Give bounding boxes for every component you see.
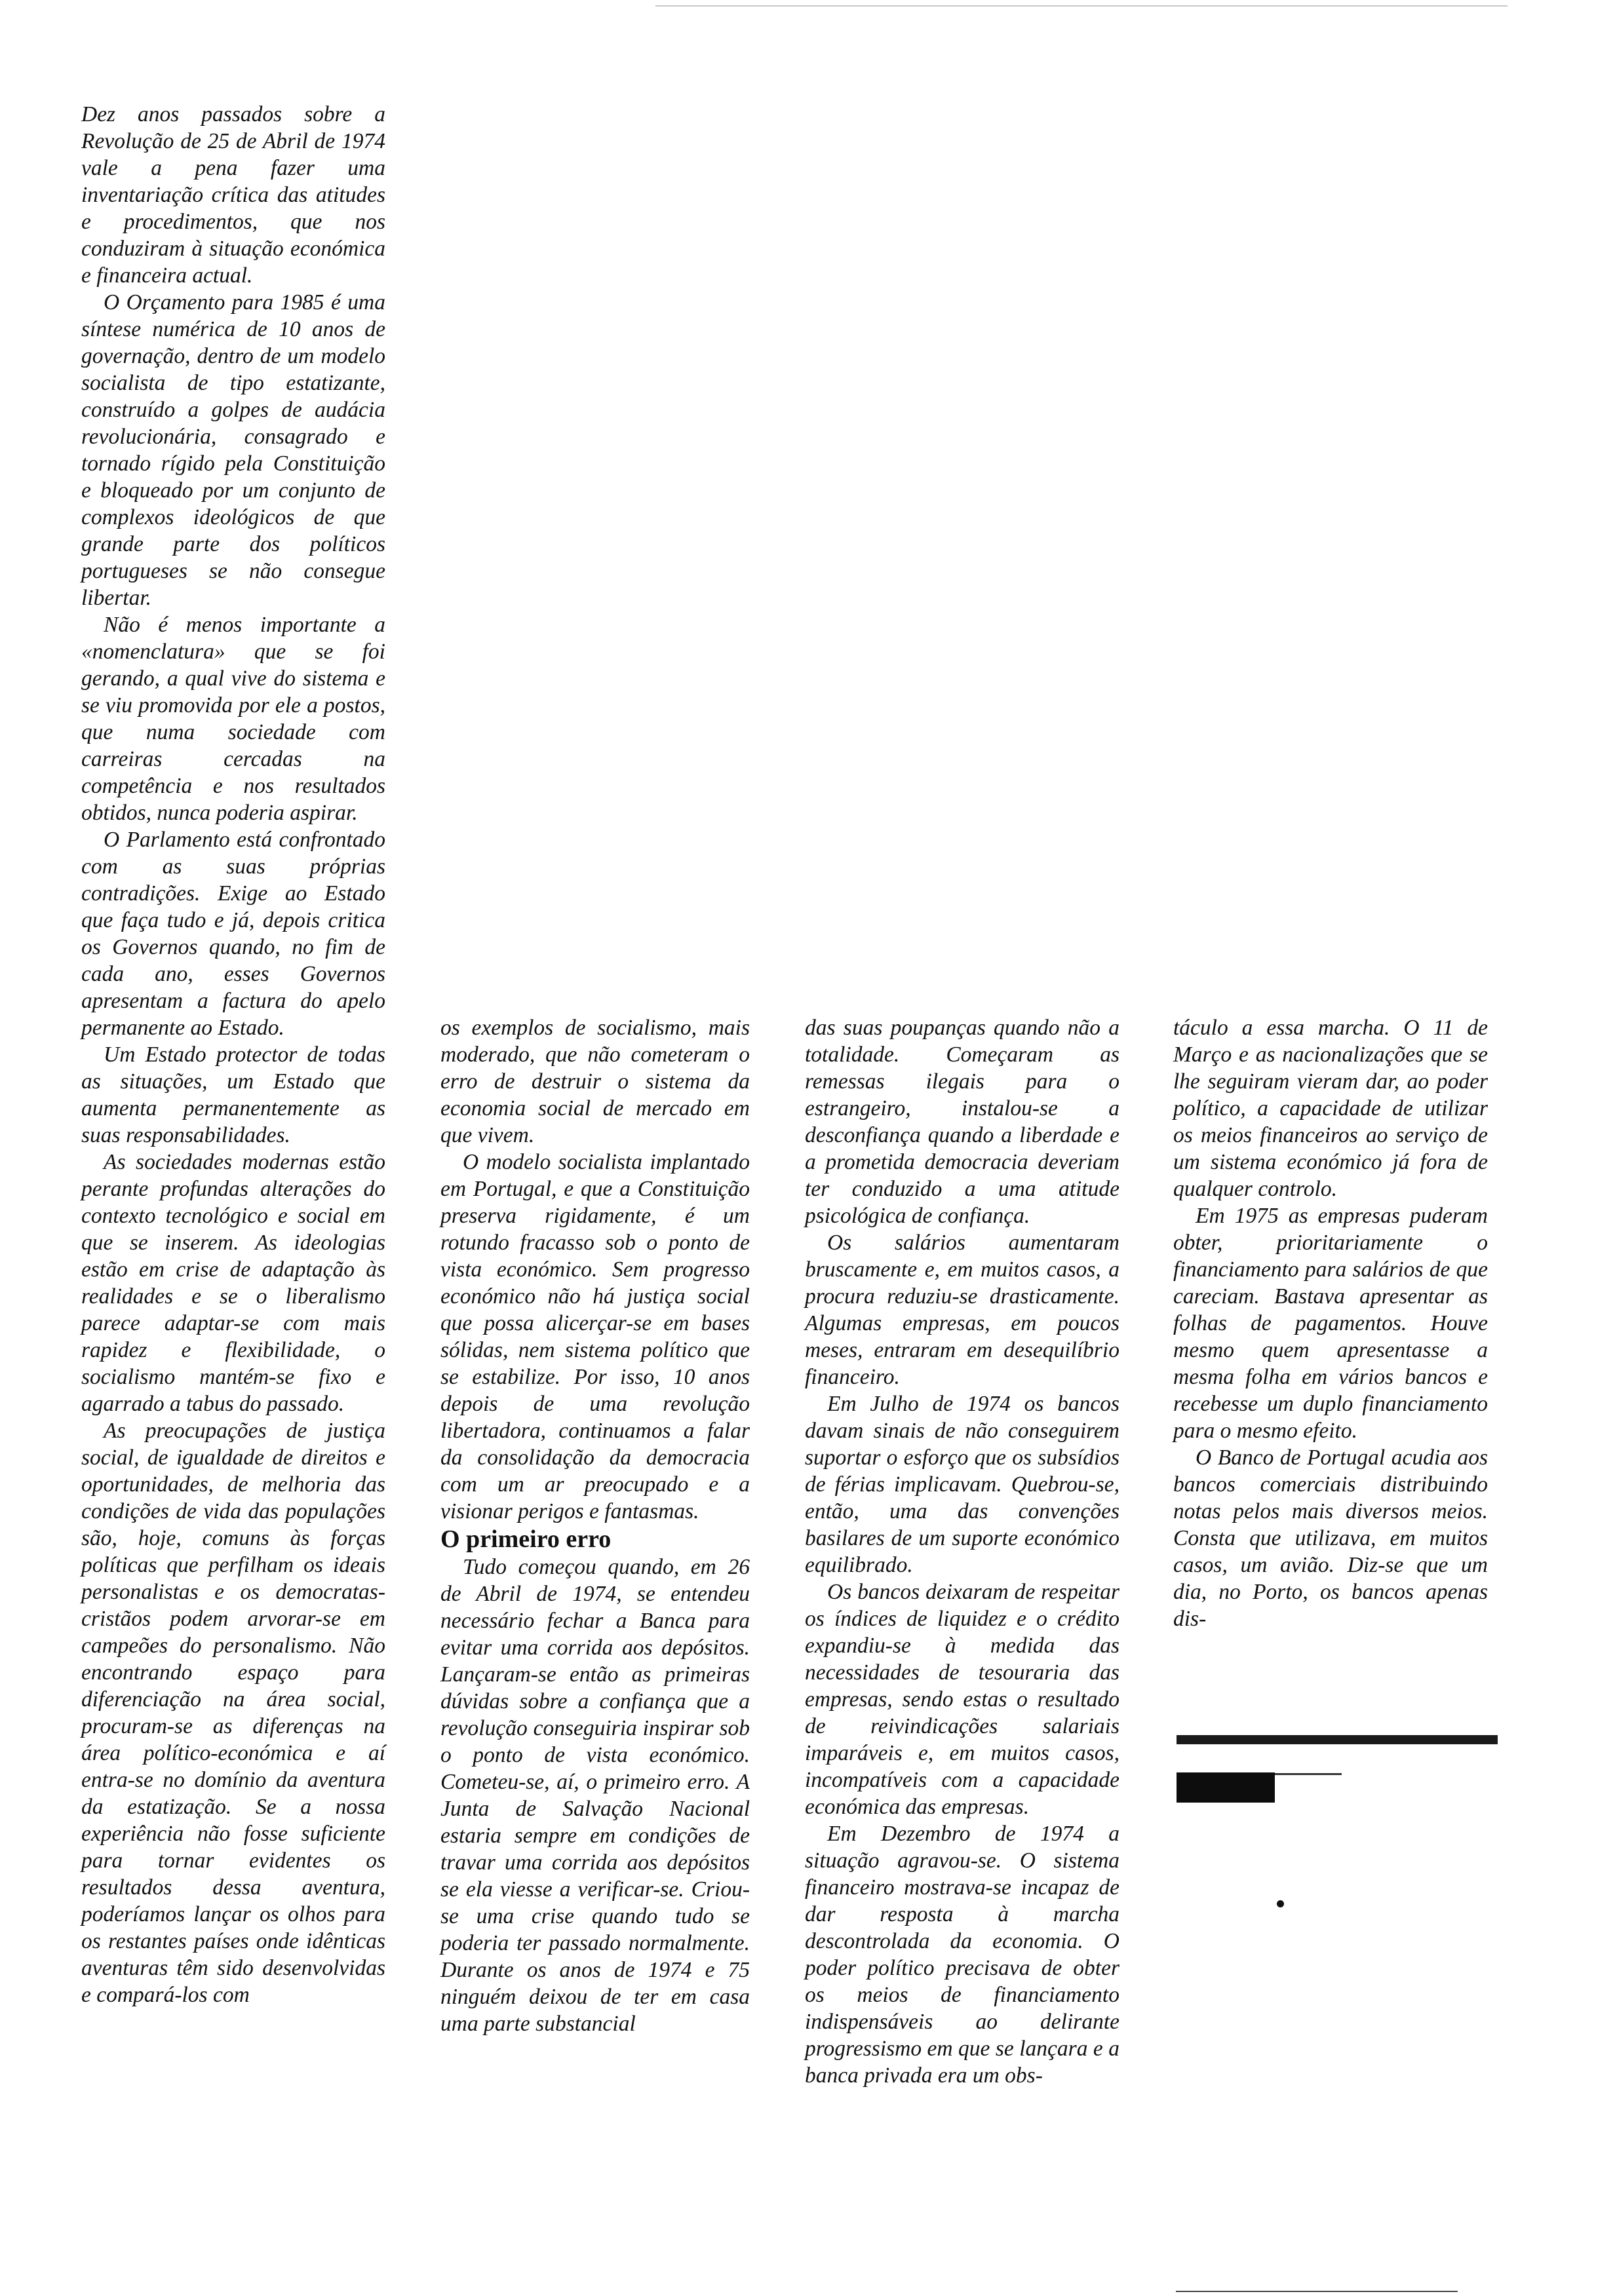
article-paragraph: Em Julho de 1974 os bancos davam sinais de não conseguirem suportar o esforço que os subsídios de férias implicavam. Quebrou-se, então, uma das convenções basilares de um suporte económico equilibrado. [805, 1392, 1119, 1577]
top-scan-rule [655, 5, 1508, 7]
ink-blot-line [1275, 1773, 1342, 1775]
article-paragraph: os exemplos de socialismo, mais moderado, que não cometeram o erro de destruir o sistema da economia social de mercado em que vivem. [440, 1016, 750, 1147]
article-paragraph: Dez anos passados sobre a Revolução de 25 de Abril de 1974 vale a pena fazer uma inventariação crítica das atitudes e procedimentos, que nos conduziram à situação económica e financeira actual. [81, 102, 385, 288]
article-paragraph: Um Estado protector de todas as situações, um Estado que aumenta permanentemente as suas responsabilidades. [81, 1043, 385, 1147]
article-paragraph: Os bancos deixaram de respeitar os índices de liquidez e o crédito expandiu-se à medida das necessidades de tesouraria das empresas, sendo estas o resultado de reivindicações salariais imparáveis e, em muitos casos, incompatíveis com a capacidade económica das empresas. [805, 1580, 1119, 1819]
article-column-1 [81, 101, 385, 2008]
article-paragraph: Os salários aumentaram bruscamente e, em muitos casos, a procura reduziu-se drasticamente. Algumas empresas, em poucos meses, entraram em desequilíbrio financeiro. [805, 1231, 1119, 1389]
article-column-3 [805, 1014, 1119, 2089]
article-paragraph: O Orçamento para 1985 é uma síntese numérica de 10 anos de governação, dentro de um modelo socialista de tipo estatizante, construído a golpes de audácia revolucionária, consagrado e tornado rígido pela Constituição e bloqueado por um conjunto de complexos ideológicos de que grande parte dos políticos portugueses se não consegue libertar. [81, 290, 385, 610]
article-column-4 [1173, 1014, 1488, 1632]
article-paragraph: Em Dezembro de 1974 a situação agravou-se. O sistema financeiro mostrava-se incapaz de dar resposta à marcha descontrolada da economia. O poder político precisava de obter os meios de financiamento indispensáveis ao delirante progressismo em que se lançara e a banca privada era um obs- [805, 1822, 1119, 2088]
article-paragraph: O modelo socialista implantado em Portugal, e que a Constituição preserva rigidamente, é um rotundo fracasso sob o ponto de vista económico. Sem progresso económico não há justiça social que possa alicerçar-se em bases sólidas, nem sistema político que se estabilize. Por isso, 10 anos depois de uma revolução libertadora, continuamos a falar da consolidação da democracia com um ar preocupado e a visionar perigos e fantasmas. [440, 1150, 750, 1523]
article-paragraph: táculo a essa marcha. O 11 de Março e as nacionalizações que se lhe seguiram vieram dar, ao poder político, a capacidade de utilizar os meios financeiros ao serviço de um sistema económico já fora de qualquer controlo. [1173, 1016, 1488, 1201]
article-paragraph: das suas poupanças quando não a totalidade. Começaram as remessas ilegais para o estrangeiro, instalou-se a desconfiança quando a liberdade e a prometida democracia deveriam ter conduzido a uma atitude psicológica de confiança. [805, 1016, 1119, 1228]
ink-blot-mark [1177, 1772, 1275, 1803]
column-end-bar [1177, 1735, 1498, 1744]
article-paragraph: Em 1975 as empresas puderam obter, prioritariamente o financiamento para salários de que careciam. Bastava apresentar as folhas de pagamentos. Houve mesmo quem apresentasse a mesma folha em vários bancos e recebesse um duplo financiamento para o mesmo efeito. [1173, 1204, 1488, 1443]
bullet-dot [1277, 1900, 1284, 1907]
article-paragraph: Tudo começou quando, em 26 de Abril de 1974, se entendeu necessário fechar a Banca para evitar uma corrida aos depósitos. Lançaram-se então as primeiras dúvidas sobre a confiança que a revolução conseguiria inspirar sob o ponto de vista económico. Cometeu-se, aí, o primeiro erro. A Junta de Salvação Nacional estaria sempre em condições de travar uma corrida aos depósitos se ela viesse a verificar-se. Criou-se uma crise quando tudo se poderia ter passado normalmente. Durante os anos de 1974 e 75 ninguém deixou de ter em casa uma parte substancial [440, 1555, 750, 2036]
article-paragraph: As sociedades modernas estão perante profundas alterações do contexto tecnológico e social em que se inserem. As ideologias estão em crise de adaptação às realidades e se o liberalismo parece adaptar-se com mais rapidez e flexibilidade, o socialismo mantém-se fixo e agarrado a tabus do passado. [81, 1150, 385, 1416]
article-paragraph: O Banco de Portugal acudia aos bancos comerciais distribuindo notas pelos mais diversos meios. Consta que utilizava, em muitos casos, um avião. Diz-se que um dia, no Porto, os bancos apenas dis- [1173, 1445, 1488, 1631]
section-subheading: O primeiro erro [440, 1525, 612, 1553]
article-paragraph: O Parlamento está confrontado com as suas próprias contradições. Exige ao Estado que faça tudo e já, depois critica os Governos quando, no fim de cada ano, esses Governos apresentam a factura do apelo permanente ao Estado. [81, 828, 385, 1040]
article-paragraph: As preocupações de justiça social, de igualdade de direitos e oportunidades, de melhoria das condições de vida das populações são, hoje, comuns às forças políticas que perfilham os ideais personalistas e os democratas-cristãos podem arvorar-se em campeões do personalismo. Não encontrando espaço para diferenciação na área social, procuram-se as diferenças na área político-económica e aí entra-se no domínio da aventura da estatização. Se a nossa experiência não fosse suficiente para tornar evidentes os resultados dessa aventura, poderíamos lançar os olhos para os restantes países onde idênticas aventuras têm sido desenvolvidas e compará-los com [81, 1419, 385, 2007]
bottom-rule [1176, 2291, 1458, 2292]
article-paragraph: Não é menos importante a «nomenclatura» que se foi gerando, a qual vive do sistema e se viu promovida por ele a postos, que numa sociedade com carreiras cercadas na competência e nos resultados obtidos, nunca poderia aspirar. [81, 613, 385, 825]
article-column-2 [440, 1014, 750, 2037]
